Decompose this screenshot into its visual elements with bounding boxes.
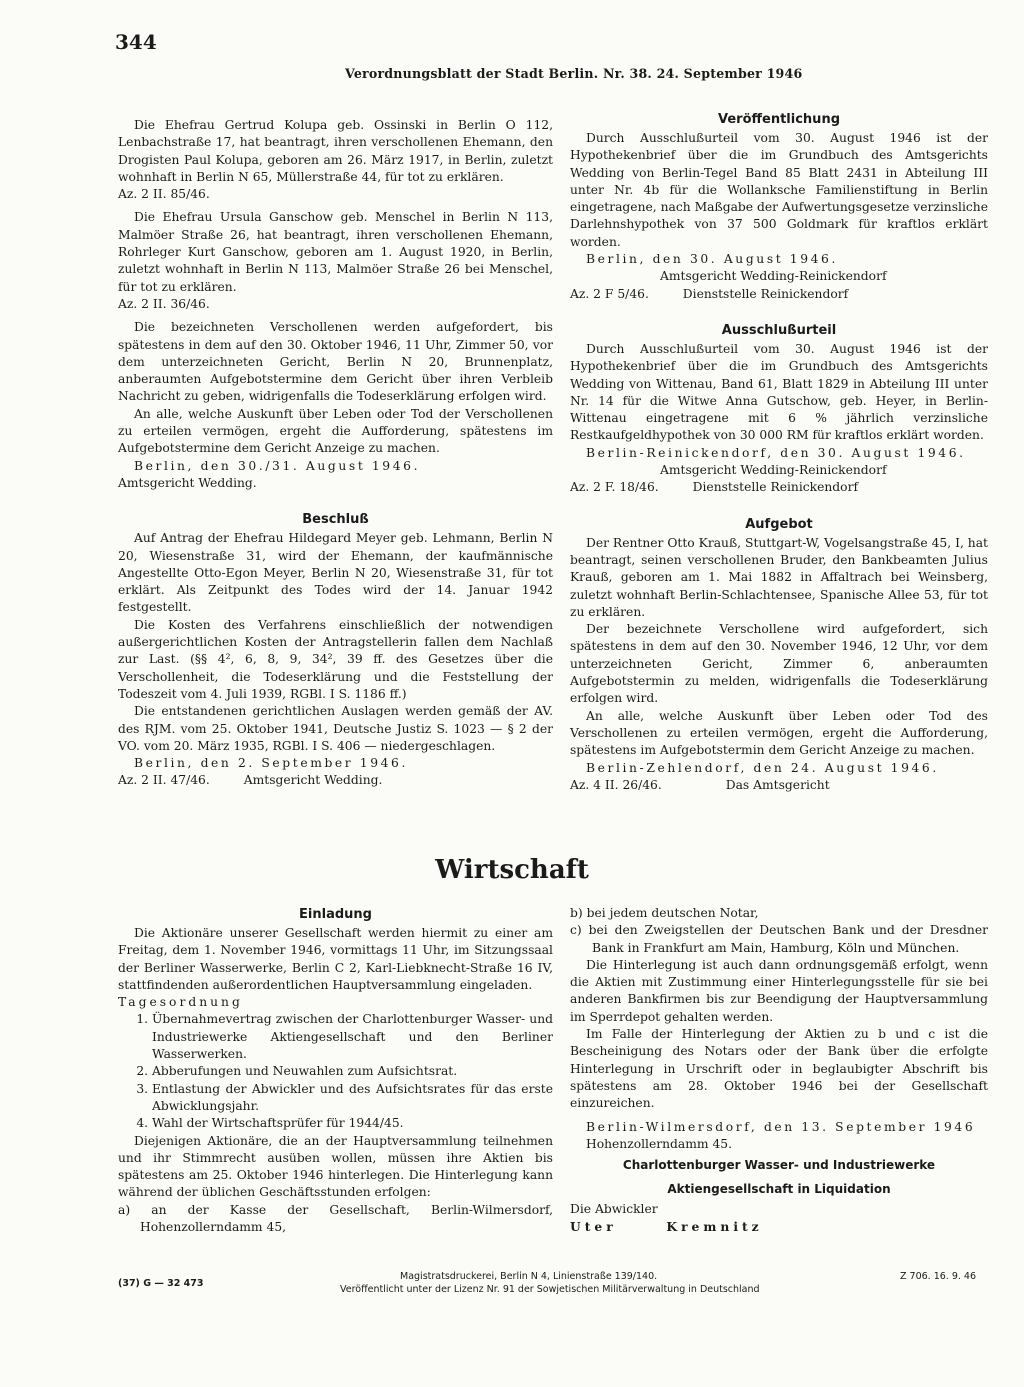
deposit-option: c) bei den Zweigstellen der Deutschen Bank und der Dresdner Bank in Frankfurt am Main, Hamburg, Köln und München.	[570, 923, 988, 955]
veroeffentlichung-ref-line	[570, 286, 988, 303]
veroeffentlichung-ref: Az. 2 F 5/46.	[570, 286, 649, 301]
liquidators-label: Die Abwickler	[570, 1202, 658, 1217]
aufgebot-p2: Der bezeichnete Verschollene wird aufgefordert, sich spätestens in dem auf den 30. November 1946, 12 Uhr, vor dem unterzeichneten Gericht, Zimmer 6, anberaumten Aufgebotstermin zu melden, widrigenfalls die Todeserklärung erfolgen wird.	[570, 622, 988, 706]
einladung-place-date: Berlin-Wilmersdorf, den 13. September 1946	[585, 1119, 976, 1134]
einladung-heading: Einladung	[299, 907, 372, 922]
all-call-paragraph: An alle, welche Auskunft über Leben oder Tod der Verschollenen zu erteilen vermögen, ergeht die Aufforderung, spätestens im Aufgebotstermine dem Gericht Anzeige zu machen.	[118, 406, 553, 456]
deposit-note: Die Hinterlegung ist auch dann ordnungsgemäß erfolgt, wenn die Aktien mit Zustimmung einer Hinterlegungsstelle für sie bei anderen Bankfirmen bis zur Beendigung der Hauptversammlung im Sperrdepot gehalten werden.	[570, 957, 988, 1024]
agenda-list	[118, 1011, 553, 1132]
aufgebot-p1: Der Rentner Otto Krauß, Stuttgart-W, Vogelsangstraße 45, I, hat beantragt, seinen verschollenen Bruder, den Bankbeamten Julius Krauß, geboren am 1. Mai 1882 in Affaltrach bei Weinsberg, zuletzt wohnhaft Berlin-Schlachtensee, Spanische Allee 53, für tot zu erklären.	[570, 535, 988, 619]
aufgebot-p3: An alle, welche Auskunft über Leben oder Tod des Verschollenen zu erteilen vermögen, ergeht die Aufforderung, spätestens im Aufgebotstermin dem Gericht Anzeige zu machen.	[570, 708, 988, 758]
ausschlussurteil-heading: Ausschlußurteil	[721, 322, 837, 338]
veroeffentlichung-court: Amtsgericht Wedding-Reinickendorf	[660, 269, 887, 284]
einladung-left-column	[118, 905, 553, 1236]
veroeffentlichung-heading: Veröffentlichung	[717, 112, 840, 127]
einladung-right-column	[570, 905, 988, 1236]
veroeffentlichung-text: Durch Ausschlußurteil vom 30. August 1946 ist der Hypothekenbrief über die im Grundbuch des Amtsgerichts Wedding von Berlin-Tegel Band 85 Blatt 2431 in Abteilung III unter Nr. 4b für die Wollanksche Familienstiftung in Berlin eingetragene, nach Maßgabe der Aufwertungsgesetze verzinsliche Darlehnshypothek von 37 500 Goldmark für kraftlos erklärt worden.	[570, 131, 988, 249]
company-name-line1: Charlottenburger Wasser- und Industriewerke	[622, 1158, 936, 1173]
footer-printer: Magistratsdruckerei, Berlin N 4, Linienstraße 139/140.	[400, 1271, 658, 1282]
participation-paragraph: Diejenigen Aktionäre, die an der Hauptversammlung teilnehmen und ihr Stimmrecht ausüben wollen, müssen ihre Aktien bis spätestens am 25. Oktober 1946 hinterlegen. Die Hinterlegung kann während der üblichen Geschäftsstunden erfolgen:	[118, 1133, 553, 1200]
veroeffentlichung-place-date: Berlin, den 30. August 1946.	[585, 252, 838, 267]
notice-kolupa: Die Ehefrau Gertrud Kolupa geb. Ossinski in Berlin O 112, Lenbachstraße 17, hat beantragt, ihren verschollenen Ehemann, den Drogisten Paul Kolupa, geboren am 26. März 1917, in Berlin, zuletzt wohnhaft in Berlin N 65, Müllerstraße 44, für tot zu erklären.	[118, 118, 553, 184]
aufgebot-heading: Aufgebot	[745, 516, 813, 532]
einladung-address: Hohenzollerndamm 45.	[585, 1136, 733, 1151]
beschluss-heading: Beschluß	[302, 512, 369, 528]
agenda-item: 4. Wahl der Wirtschaftsprüfer für 1944/45.	[152, 1115, 553, 1132]
right-column	[570, 110, 988, 794]
ausschlussurteil-ref: Az. 2 F. 18/46.	[570, 480, 659, 495]
beschluss-p2: Die Kosten des Verfahrens einschließlich der notwendigen außergerichtlichen Kosten der Antragstellerin fallen dem Nachlaß zur Last. (§§ 4², 6, 8, 9, 34², 39 ff. des Gesetzes über die Verschollenheit, die Todeserklärung und die Feststellung der Todeszeit vom 4. Juli 1939, RGBl. I S. 1186 ff.)	[118, 617, 553, 701]
page-number: 344	[115, 30, 157, 54]
einladung-intro: Die Aktionäre unserer Gesellschaft werden hiermit zu einer am Freitag, dem 1. November 1946, vormittags 11 Uhr, im Sitzungssaal der Berliner Wasserwerke, Berlin C 2, Karl-Liebknecht-Straße 16 IV, stattfindenden außerordentlichen Hauptversammlung eingeladen.	[118, 926, 553, 992]
footer-print-code: (37) G — 32 473	[118, 1278, 204, 1289]
section-title-wirtschaft: Wirtschaft	[435, 855, 589, 885]
aufgebot-ref: Az. 4 II. 26/46.	[570, 777, 662, 792]
deposit-option: b) bei jedem deutschen Notar,	[570, 906, 759, 920]
notice-ganschow: Die Ehefrau Ursula Ganschow geb. Menschel in Berlin N 113, Malmöer Straße 26, hat beantragt, ihren verschollenen Ehemann, Rohrleger Kurt Ganschow, geboren am 1. August 1920, in Berlin, zuletzt wohnhaft in Berlin N 113, Malmöer Straße 26 bei Menschel, für tot zu erklären.	[118, 210, 553, 294]
deposit-options-left	[118, 1202, 553, 1237]
page-header-title: Verordnungsblatt der Stadt Berlin. Nr. 38. 24. September 1946	[345, 66, 803, 81]
deposit-options-right	[570, 905, 988, 957]
beschluss-p1: Auf Antrag der Ehefrau Hildegard Meyer geb. Lehmann, Berlin N 20, Wiesenstraße 31, wird der Ehemann, der kaufmännische Angestellte Otto-Egon Meyer, Berlin N 20, Wiesenstraße 31, für tot erklärt. Als Zeitpunkt des Todes wird der 14. Januar 1942 festgestellt.	[118, 531, 553, 615]
veroeffentlichung-office: Dienststelle Reinickendorf	[682, 286, 849, 301]
place-date: Berlin, den 30./31. August 1946.	[133, 458, 421, 473]
ausschlussurteil-court: Amtsgericht Wedding-Reinickendorf	[660, 463, 887, 478]
agenda-item: 2. Abberufungen und Neuwahlen zum Aufsichtsrat.	[152, 1063, 553, 1080]
ausschlussurteil-ref-line	[570, 479, 988, 496]
court-signature: Amtsgericht Wedding.	[118, 475, 257, 490]
notice-kolupa-ref: Az. 2 II. 85/46.	[118, 187, 210, 202]
liquidators-names: Uter Kremnitz	[570, 1219, 763, 1235]
beschluss-ref-line	[118, 772, 553, 789]
company-name-line2: Aktiengesellschaft in Liquidation	[667, 1182, 891, 1197]
beschluss-place-date: Berlin, den 2. September 1946.	[133, 756, 408, 771]
summons-paragraph: Die bezeichneten Verschollenen werden aufgefordert, bis spätestens in dem auf den 30. Oktober 1946, 11 Uhr, Zimmer 50, vor dem unterzeichneten Gericht, Berlin N 20, Brunnenplatz, anberaumten Aufgebotstermine dem Gericht über ihren Verbleib Nachricht zu geben, widrigenfalls die Todeserklärung erfolgen wird.	[118, 320, 553, 404]
beschluss-court: Amtsgericht Wedding.	[243, 773, 383, 788]
aufgebot-place-date: Berlin-Zehlendorf, den 24. August 1946.	[585, 760, 939, 775]
beschluss-p3: Die entstandenen gerichtlichen Auslagen werden gemäß der AV. des RJM. vom 25. Oktober 1941, Deutsche Justiz S. 1023 — § 2 der VO. vom 20. März 1935, RGBl. I S. 406 — niedergeschlagen.	[118, 704, 553, 753]
agenda-item: 1. Übernahmevertrag zwischen der Charlottenburger Wasser- und Industriewerke Aktiengesellschaft und den Berliner Wasserwerken.	[152, 1011, 553, 1063]
footer-license: Veröffentlicht unter der Lizenz Nr. 91 der Sowjetischen Militärverwaltung in Deutschland	[340, 1284, 760, 1295]
ausschlussurteil-office: Dienststelle Reinickendorf	[692, 480, 859, 495]
left-column	[118, 117, 553, 790]
agenda-title: Tagesordnung	[118, 995, 243, 1010]
agenda-item: 3. Entlastung der Abwickler und des Aufsichtsrates für das erste Abwicklungsjahr.	[152, 1081, 553, 1116]
aufgebot-court: Das Amtsgericht	[725, 777, 830, 792]
certificate-note: Im Falle der Hinterlegung der Aktien zu b und c ist die Bescheinigung des Notars oder der Bank über die erfolgte Hinterlegung in Urschrift oder in beglaubigter Abschrift bis spätestens am 28. Oktober 1946 bei der Gesellschaft einzureichen.	[570, 1027, 988, 1111]
aufgebot-ref-line	[570, 777, 988, 794]
footer-date-code: Z 706. 16. 9. 46	[900, 1271, 976, 1282]
deposit-option: a) an der Kasse der Gesellschaft, Berlin-Wilmersdorf, Hohenzollerndamm 45,	[118, 1202, 553, 1235]
beschluss-ref: Az. 2 II. 47/46.	[118, 773, 210, 788]
ausschlussurteil-place-date: Berlin-Reinickendorf, den 30. August 1946.	[585, 445, 966, 460]
notice-ganschow-ref: Az. 2 II. 36/46.	[118, 296, 210, 311]
ausschlussurteil-text: Durch Ausschlußurteil vom 30. August 1946 ist der Hypothekenbrief über die im Grundbuch des Amtsgerichts Wedding von Wittenau, Band 61, Blatt 1829 in Abteilung III unter Nr. 14 für die Witwe Anna Gutschow, geb. Heyer, in Berlin-Wittenau eingetragene mit 6 % jährlich verzinsliche Restkaufgeldhypothek von 30 000 RM für kraftlos erklärt worden.	[570, 341, 988, 443]
